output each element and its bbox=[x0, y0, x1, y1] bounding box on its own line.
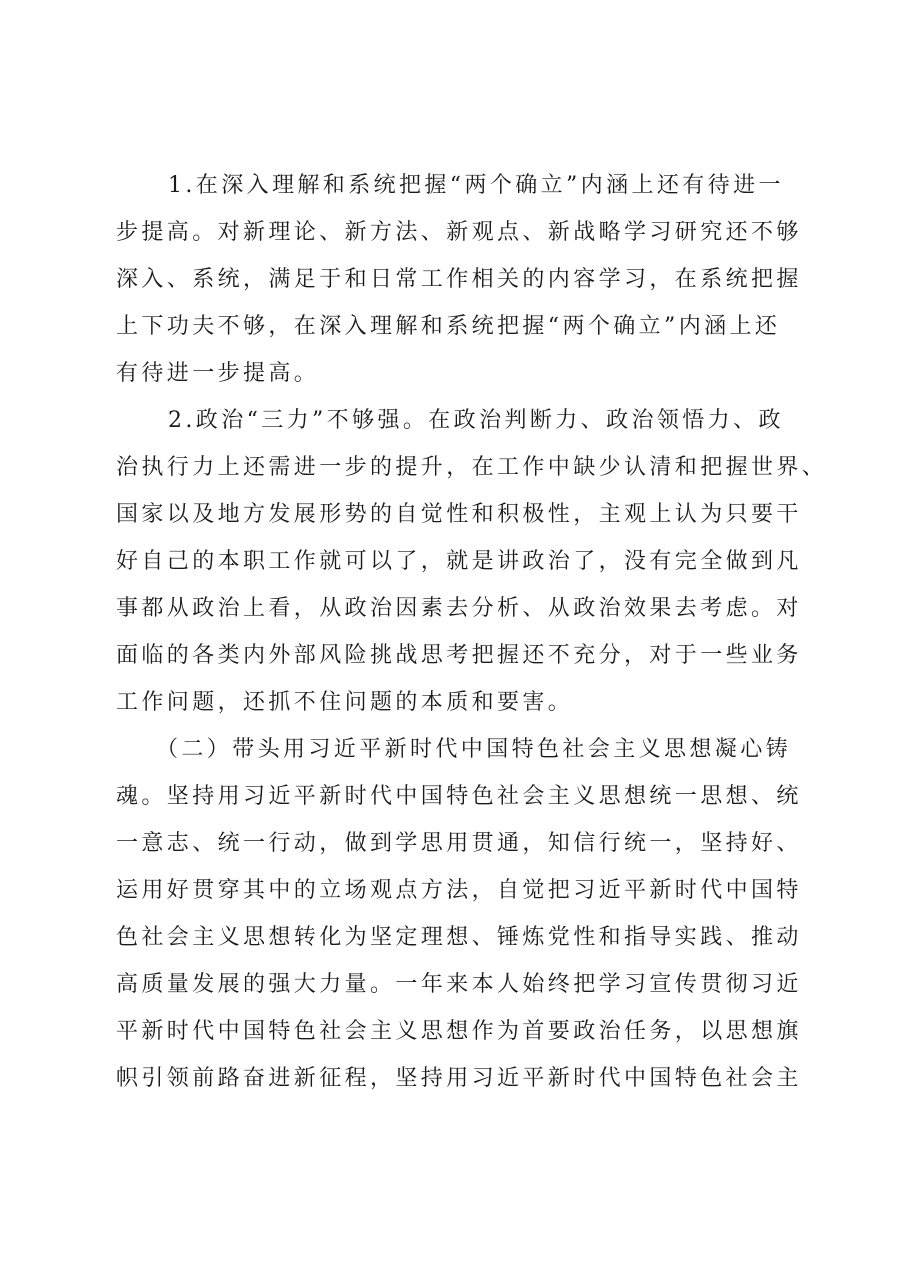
text-line: 工作问题，还抓不住问题的本质和要害。 bbox=[116, 690, 574, 715]
paragraph-1 bbox=[116, 162, 806, 397]
document-body bbox=[116, 162, 828, 1102]
text-line: 国家以及地方发展形势的自觉性和积极性，主观上认为只要干 bbox=[116, 502, 802, 527]
text-line: 魂。坚持用习近平新时代中国特色社会主义思想统一思想、统 bbox=[116, 784, 802, 809]
text-line: 运用好贯穿其中的立场观点方法，自觉把习近平新时代中国特 bbox=[116, 878, 802, 903]
text-line: 1.在深入理解和系统把握“两个确立”内涵上还有待进一 bbox=[168, 173, 784, 198]
text-line: 一意志、统一行动，做到学思用贯通，知信行统一，坚持好、 bbox=[116, 831, 802, 856]
text-line: 色社会主义思想转化为坚定理想、锤炼党性和指导实践、推动 bbox=[116, 925, 802, 950]
text-line: 事都从政治上看，从政治因素去分析、从政治效果去考虑。对 bbox=[116, 596, 802, 621]
text-line: 面临的各类内外部风险挑战思考把握还不充分，对于一些业务 bbox=[116, 643, 802, 668]
paragraph-2 bbox=[116, 397, 828, 726]
text-line: 治执行力上还需进一步的提升，在工作中缺少认清和把握世界、 bbox=[116, 455, 828, 480]
text-line: 上下功夫不够，在深入理解和系统把握“两个确立”内涵上还 bbox=[116, 314, 781, 339]
text-line: 好自己的本职工作就可以了，就是讲政治了，没有完全做到凡 bbox=[116, 549, 802, 574]
text-line: 帜引领前路奋进新征程，坚持用习近平新时代中国特色社会主 bbox=[116, 1066, 802, 1091]
text-line: 2.政治“三力”不够强。在政治判断力、政治领悟力、政 bbox=[168, 408, 784, 433]
text-line: 高质量发展的强大力量。一年来本人始终把学习宣传贯彻习近 bbox=[116, 972, 802, 997]
text-line: （二）带头用习近平新时代中国特色社会主义思想凝心铸 bbox=[156, 737, 792, 762]
paragraph-3 bbox=[116, 726, 806, 1102]
text-line: 有待进一步提高。 bbox=[116, 361, 320, 386]
text-line: 平新时代中国特色社会主义思想作为首要政治任务，以思想旗 bbox=[116, 1019, 802, 1044]
text-line: 深入、系统，满足于和日常工作相关的内容学习，在系统把握 bbox=[116, 267, 802, 292]
text-line: 步提高。对新理论、新方法、新观点、新战略学习研究还不够 bbox=[116, 220, 802, 245]
